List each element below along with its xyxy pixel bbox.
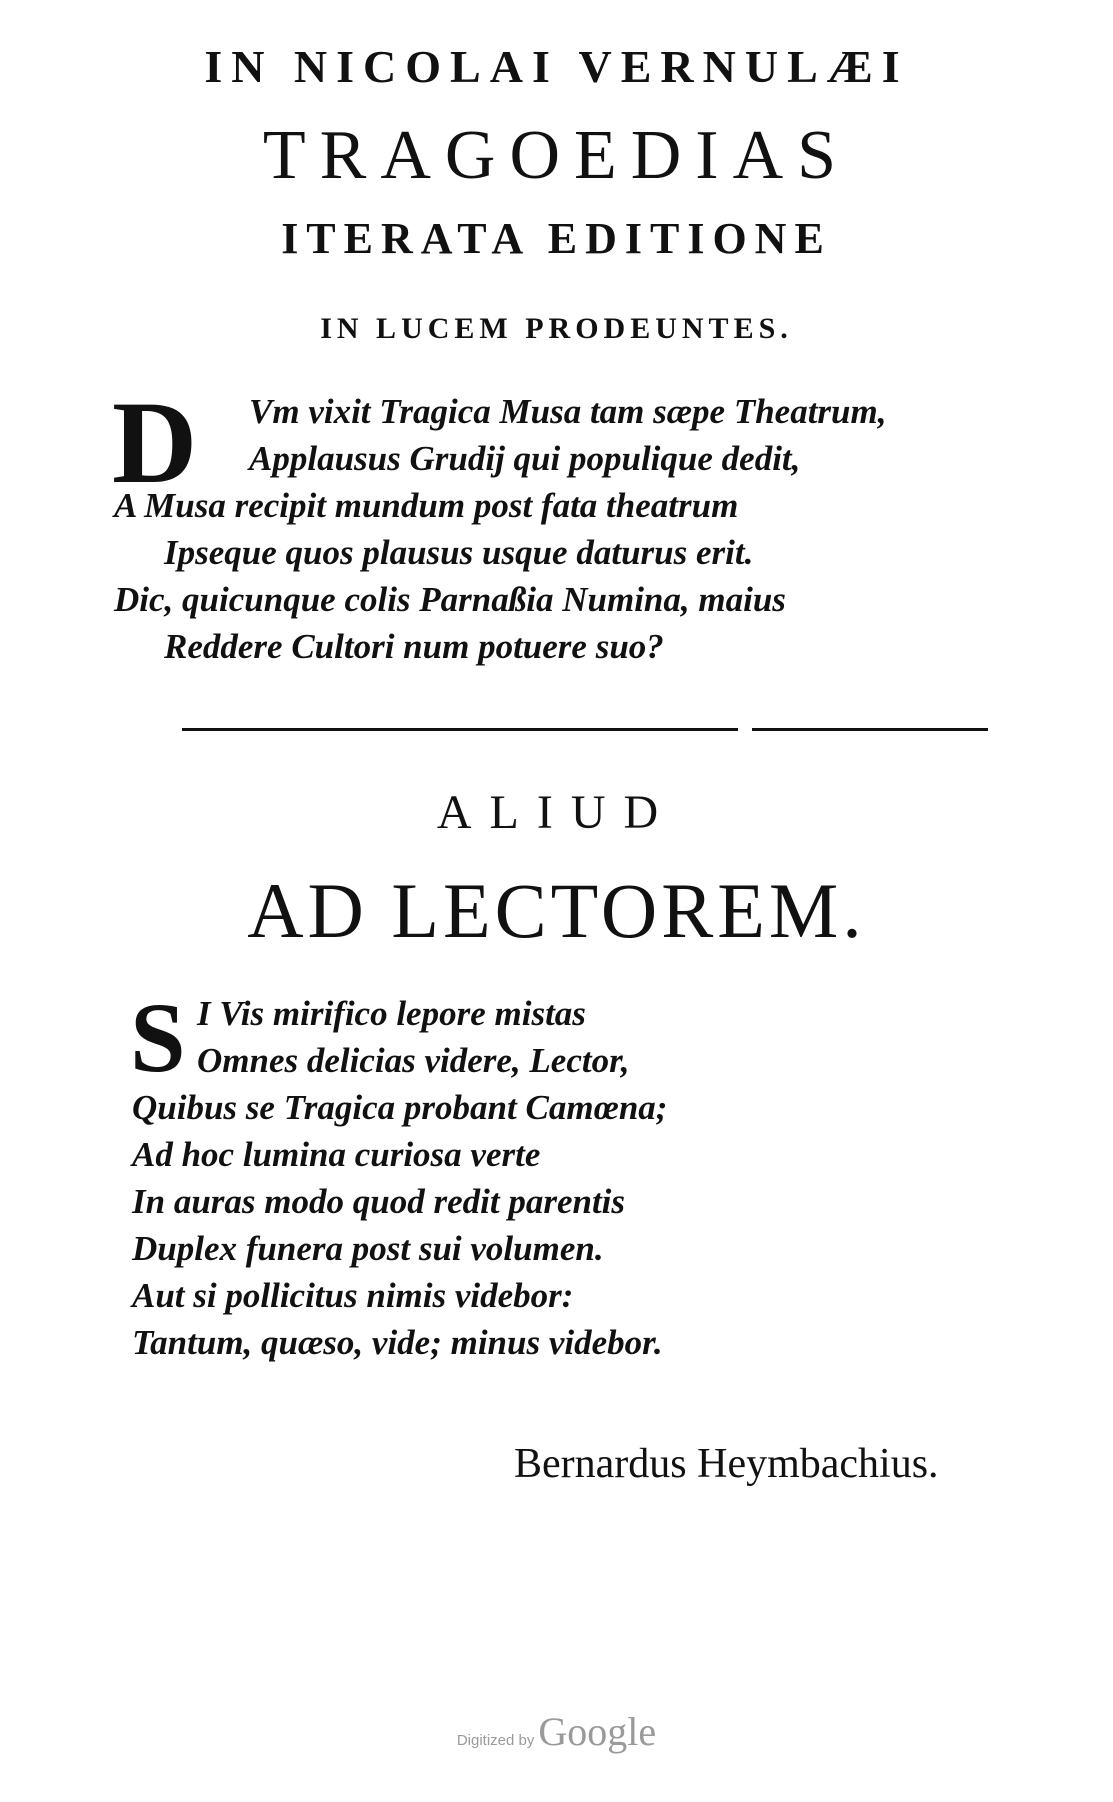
poem-1 [114,388,887,670]
digitized-by-label: Digitized by [456,1732,535,1749]
poem2-line: Ad hoc lumina curiosa verte [132,1135,541,1174]
poem1-line: Dic, quicunque colis Parnaßia Numina, maius [114,580,786,619]
title-line-1: IN NICOLAI VERNULÆI [204,41,909,92]
google-logo: Google [538,1709,657,1754]
poem1-line: Ipseque quos plausus usque daturus erit. [164,533,754,572]
poem-2 [130,982,668,1366]
poem2-line: Aut si pollicitus nimis videbor: [132,1276,574,1315]
poem2-drop-cap: S [130,982,186,1093]
title-line-4: IN LUCEM PRODEUNTES. [320,312,793,345]
title-line-3: ITERATA EDITIONE [281,214,832,263]
digitized-footer [0,1708,1113,1755]
poem2-line: I Vis mirifico lepore mistas [197,994,586,1033]
poem1-drop-cap: D [112,377,198,508]
title-line-2: TRAGOEDIAS [262,117,851,194]
section-heading-aliud: ALIUD [436,786,677,839]
poem1-line: Reddere Cultori num potuere suo? [164,627,664,666]
signature: Bernardus Heymbachius. [514,1441,939,1487]
poem2-line: Tantum, quæso, vide; minus videbor. [132,1323,663,1362]
divider-rule-right [752,728,988,731]
poem2-line: In auras modo quod redit parentis [132,1182,626,1221]
poem1-line: A Musa recipit mundum post fata theatrum [114,486,739,525]
poem2-line: Quibus se Tragica probant Camœna; [132,1088,668,1127]
poem2-line: Omnes delicias videre, Lector, [197,1041,630,1080]
poem1-line: Vm vixit Tragica Musa tam sæpe Theatrum, [249,392,887,431]
section-heading-ad-lectorem: AD LECTOREM. [247,867,866,954]
poem2-line: Duplex funera post sui volumen. [132,1229,604,1268]
divider-rule-left [182,728,738,731]
poem1-line: Applausus Grudij qui populique dedit, [249,439,801,478]
